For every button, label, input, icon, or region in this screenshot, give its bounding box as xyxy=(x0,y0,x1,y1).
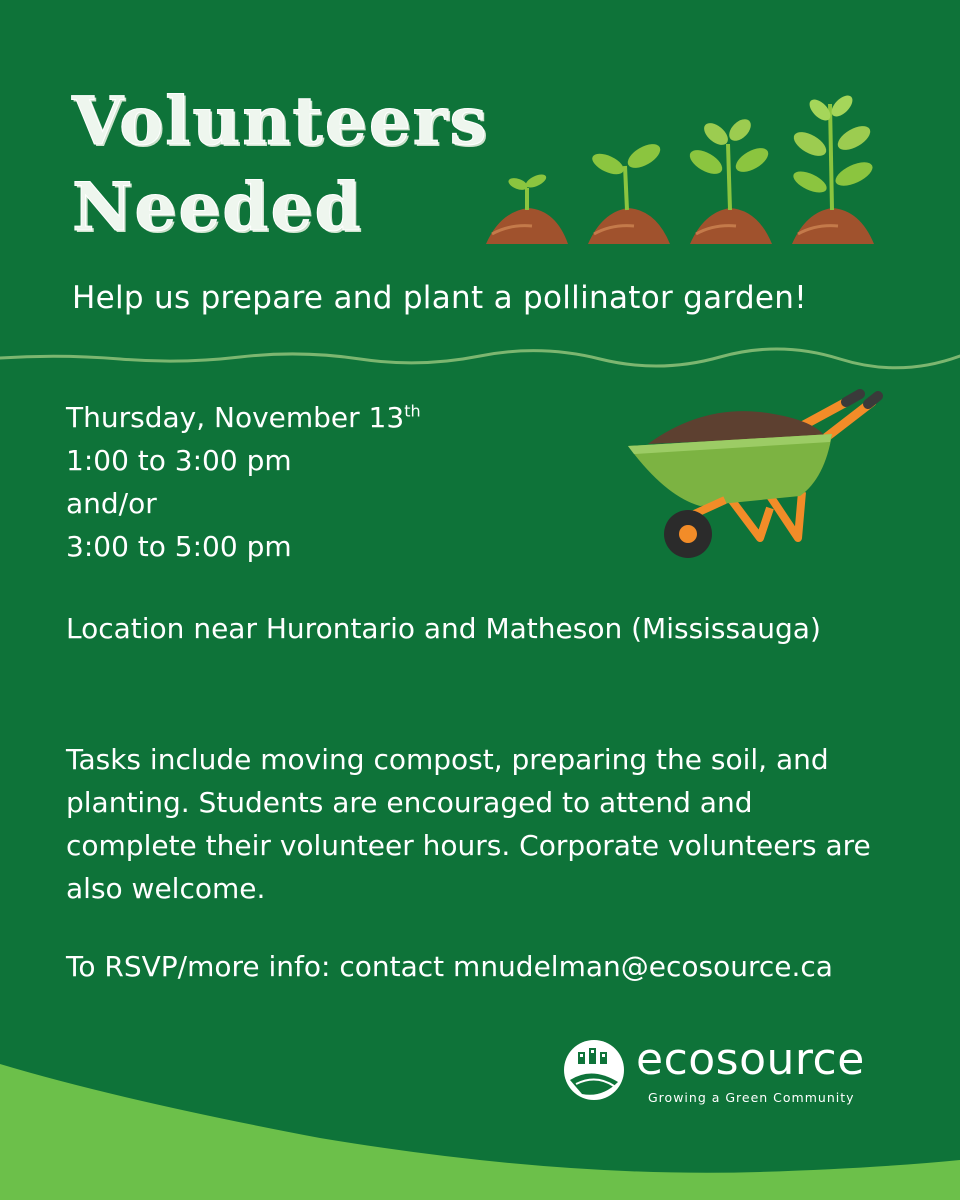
event-date xyxy=(66,396,421,439)
event-slot-1: 1:00 to 3:00 pm xyxy=(66,444,292,477)
seedling-large-icon xyxy=(686,115,772,244)
headline xyxy=(72,78,489,250)
wavy-divider xyxy=(0,346,960,370)
ecosource-logo-icon xyxy=(562,1038,626,1102)
seedling-medium-icon xyxy=(588,139,670,244)
logo-tagline: Growing a Green Community xyxy=(648,1090,855,1105)
ecosource-logo xyxy=(562,1034,872,1110)
subtitle: Help us prepare and plant a pollinator garden! xyxy=(72,280,807,316)
event-date-suffix: th xyxy=(404,401,421,421)
event-details xyxy=(66,396,421,568)
seedling-growth-stages-icon xyxy=(480,84,880,254)
event-date-text: Thursday, November 13 xyxy=(66,401,405,434)
tasks-description: Tasks include moving compost, preparing the soil, and planting. Students are encouraged to attend and complete their volunteer hours. Corporate volunteers are also welcome. xyxy=(66,743,871,905)
logo-wordmark: ecosource xyxy=(636,1034,865,1085)
seedling-tall-icon xyxy=(790,92,876,244)
event-location: Location near Hurontario and Matheson (Mississauga) xyxy=(66,612,821,645)
wheelbarrow-icon xyxy=(620,388,885,568)
rsvp-contact: To RSVP/more info: contact mnudelman@ecosource.ca xyxy=(66,950,833,983)
event-connector: and/or xyxy=(66,487,157,520)
event-slot-2: 3:00 to 5:00 pm xyxy=(66,530,292,563)
headline-line-2: Needed xyxy=(72,168,363,246)
seedling-small-icon xyxy=(486,172,568,244)
headline-line-1: Volunteers xyxy=(72,82,489,160)
